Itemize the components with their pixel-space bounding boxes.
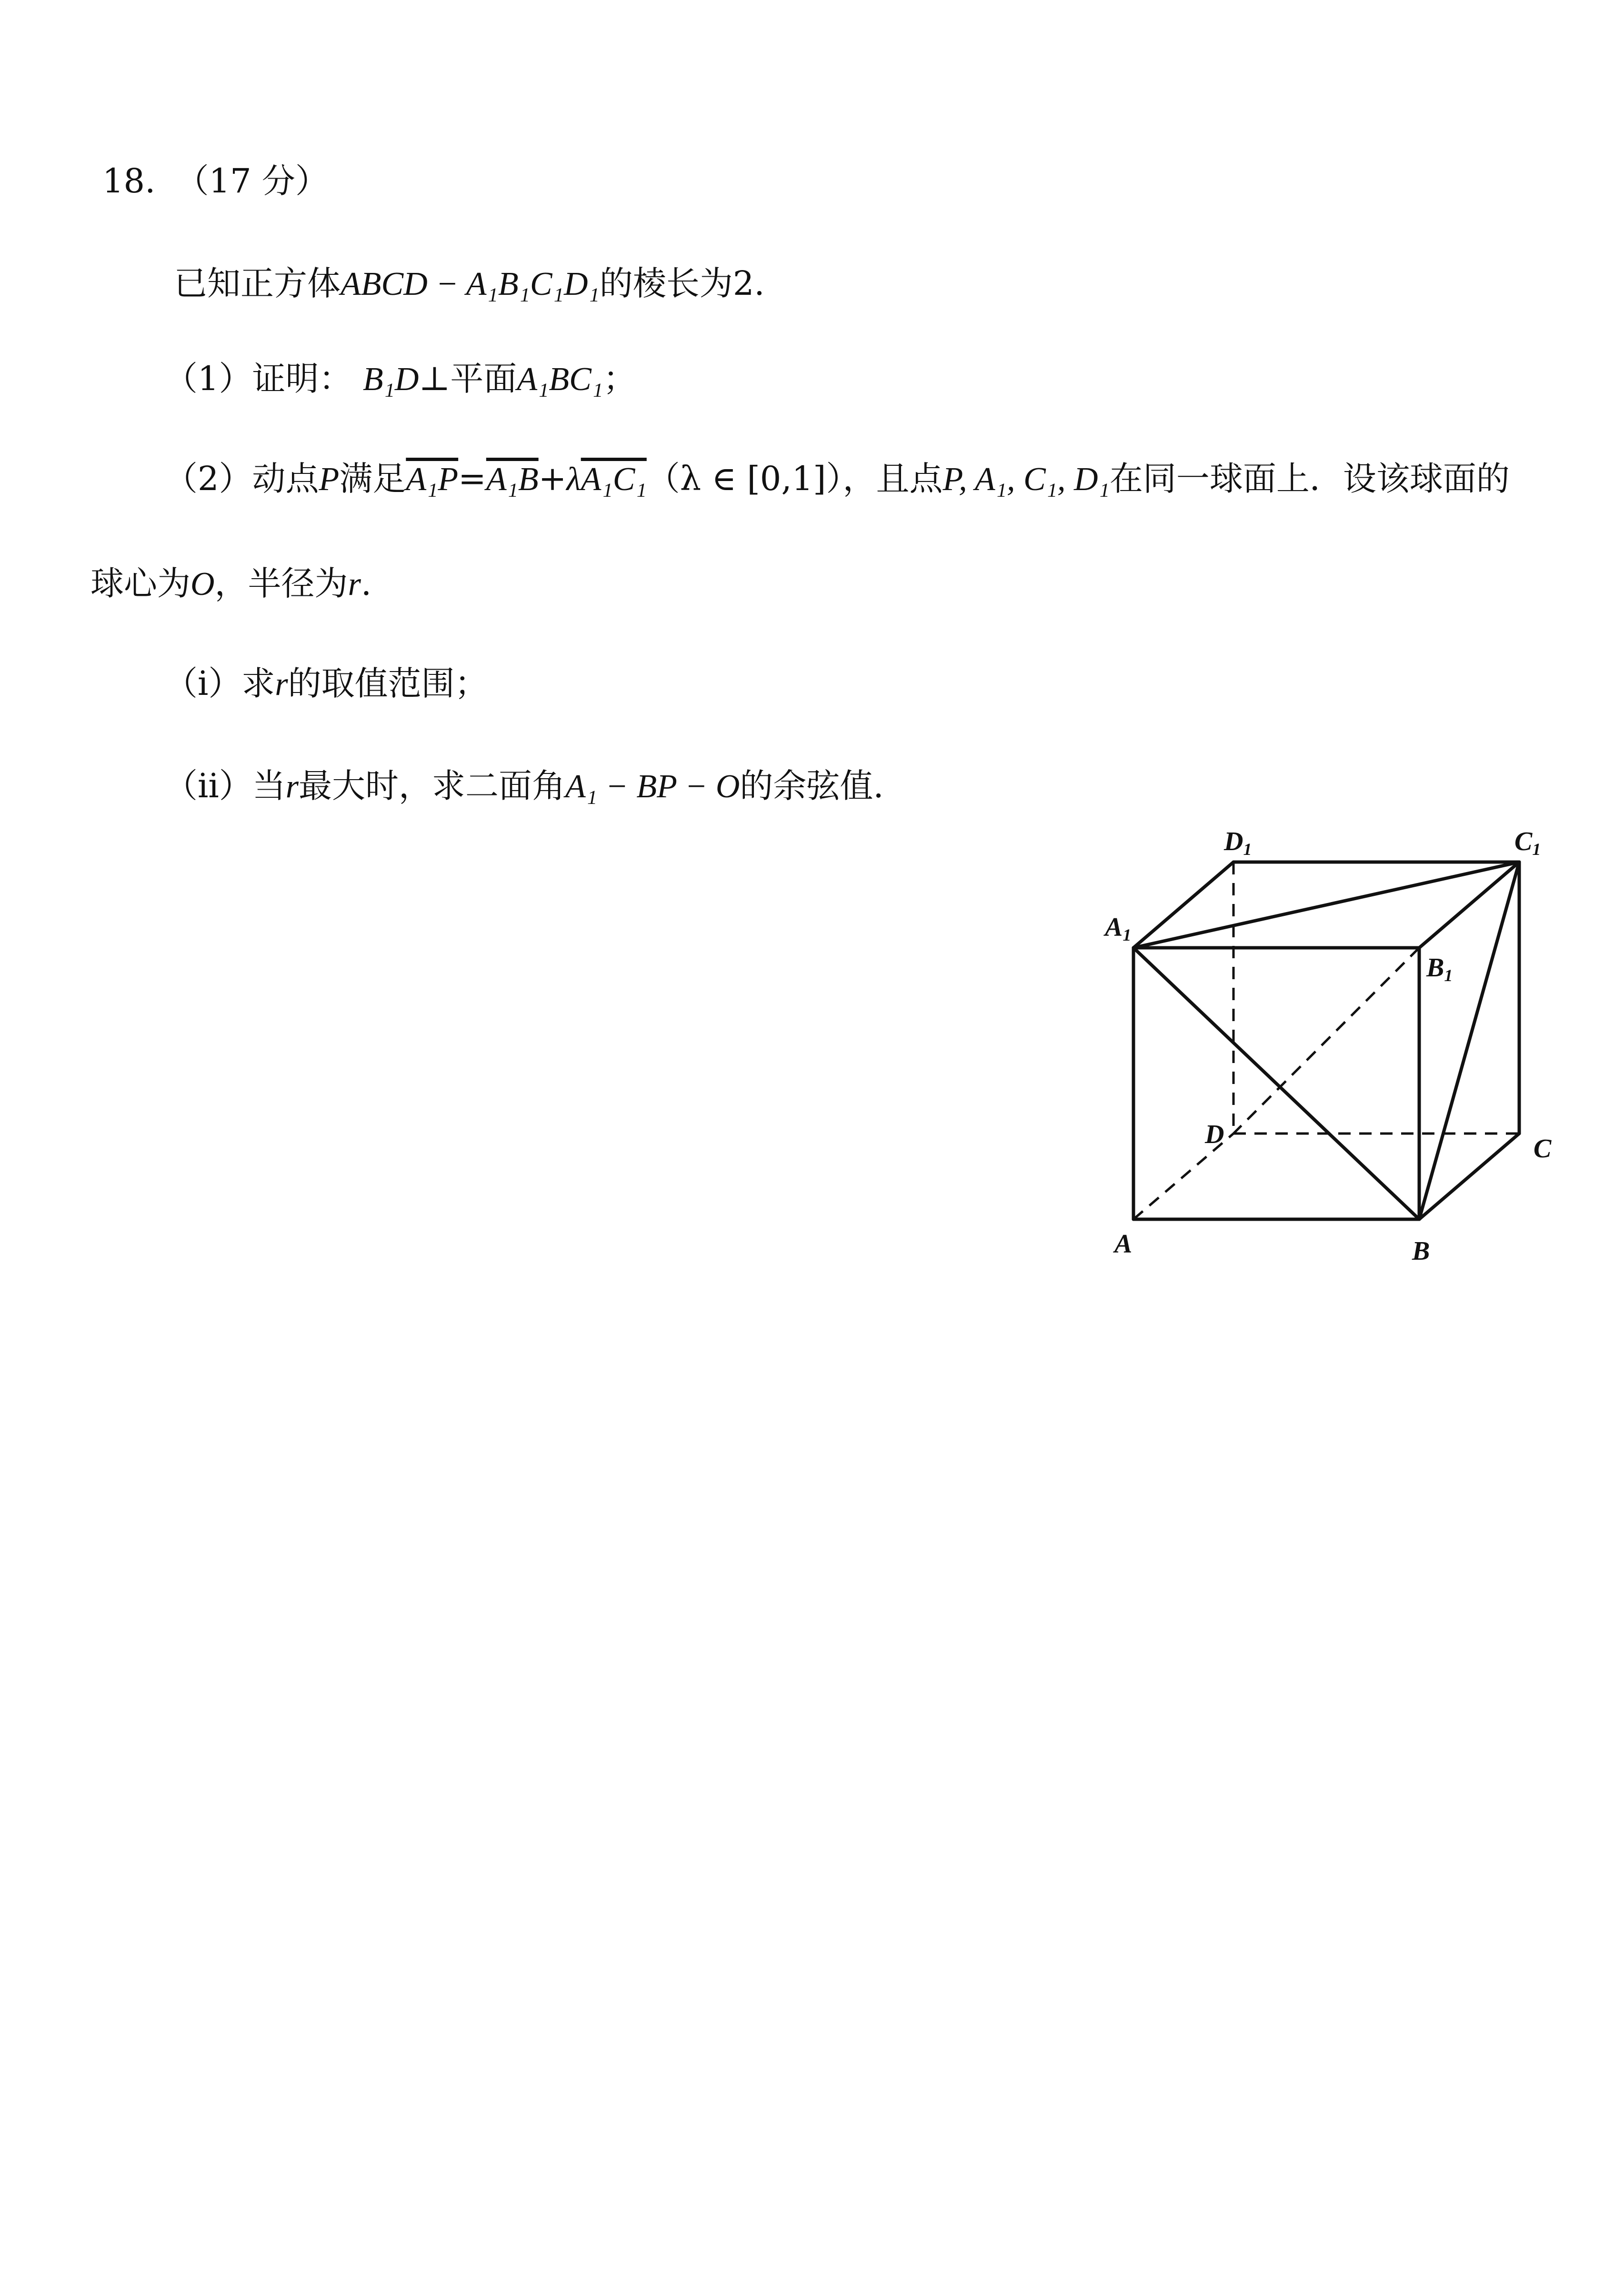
part-1-end: ； xyxy=(603,359,637,398)
edge-a1d1 xyxy=(1133,862,1233,948)
label-c: C xyxy=(1534,1134,1552,1164)
label-b1: B1 xyxy=(1426,953,1453,985)
perp-symbol: ⊥ xyxy=(419,359,451,398)
cube-name: ABCD − A₁B₁C₁D₁ xyxy=(341,266,600,302)
line2-pre: 球心为 xyxy=(90,564,190,603)
label-d1: D1 xyxy=(1224,827,1252,859)
edge-c1b1 xyxy=(1419,862,1519,948)
diagonal-a1c1 xyxy=(1133,862,1519,948)
intro-end: . xyxy=(754,264,765,303)
hidden-diagonal-b1d xyxy=(1233,948,1419,1134)
part-2-end: 在同一球面上．设该球面的 xyxy=(1109,459,1510,498)
label-d: D xyxy=(1205,1120,1224,1149)
intro-pre: 已知正方体 xyxy=(174,264,341,303)
problem-intro xyxy=(174,260,765,308)
sub-ii-pre: 当 xyxy=(252,766,286,805)
label-b: B xyxy=(1412,1236,1430,1266)
sub-question-i xyxy=(164,660,488,708)
sub-ii-var: r xyxy=(285,768,299,805)
part-2-line-2 xyxy=(90,560,371,608)
part-1-label: （1） xyxy=(164,359,252,398)
sub-ii-label: （ii） xyxy=(164,766,252,805)
sub-ii-post: 的余弦值. xyxy=(740,766,884,805)
edge-cb xyxy=(1419,1134,1519,1219)
part-1 xyxy=(164,355,636,403)
line2-end: . xyxy=(361,564,372,603)
vector-a1c1: A₁C₁ xyxy=(581,461,647,498)
problem-header xyxy=(102,157,329,205)
equals-sign: = xyxy=(458,459,486,498)
part-2-comma: ， xyxy=(842,459,876,498)
plane-a1bc1: A₁BC₁ xyxy=(517,361,603,398)
problem-number: 18. xyxy=(102,161,156,201)
center-o: O xyxy=(190,566,215,602)
part-2-label: （2） xyxy=(164,459,252,498)
part-2-mid: 满足 xyxy=(339,459,406,498)
cube-figure xyxy=(1095,810,1572,1286)
sub-i-post: 的取值范围； xyxy=(288,664,488,703)
sub-i-pre: 求 xyxy=(241,664,275,703)
sub-ii-mid: 最大时，求二面角 xyxy=(299,766,566,805)
point-p: P xyxy=(319,461,340,498)
part-1-mid: 平面 xyxy=(450,359,517,398)
part-2-pre: 动点 xyxy=(252,459,319,498)
problem-points: （17 分） xyxy=(175,161,329,201)
sub-question-ii xyxy=(164,762,884,811)
label-a: A xyxy=(1114,1229,1133,1259)
sub-i-label: （i） xyxy=(164,664,242,703)
plus-sign: + xyxy=(538,459,567,498)
line2-mid: ，半径为 xyxy=(214,564,348,603)
lambda: λ xyxy=(566,461,581,498)
part-2 xyxy=(164,455,1510,503)
diagonal-bc1 xyxy=(1419,862,1519,1219)
radius-r: r xyxy=(348,566,361,602)
label-c1: C1 xyxy=(1514,827,1541,859)
edge-length: 2 xyxy=(732,264,754,303)
line-b1d: B₁D xyxy=(362,361,419,398)
lambda-range: （λ ∈ [0,1]） xyxy=(646,459,843,498)
intro-post: 的棱长为 xyxy=(599,264,733,303)
diagonal-a1b xyxy=(1133,948,1419,1219)
sphere-points: P, A₁, C₁, D₁ xyxy=(942,461,1110,498)
vector-a1b: A₁B xyxy=(486,461,539,498)
vector-a1p: A₁P xyxy=(406,461,459,498)
label-a1: A1 xyxy=(1105,913,1132,944)
part-1-pre: 证明： xyxy=(252,359,352,398)
dihedral-angle: A₁ − BP − O xyxy=(565,768,740,805)
sub-i-var: r xyxy=(275,666,288,702)
part-2-after: 且点 xyxy=(876,459,943,498)
